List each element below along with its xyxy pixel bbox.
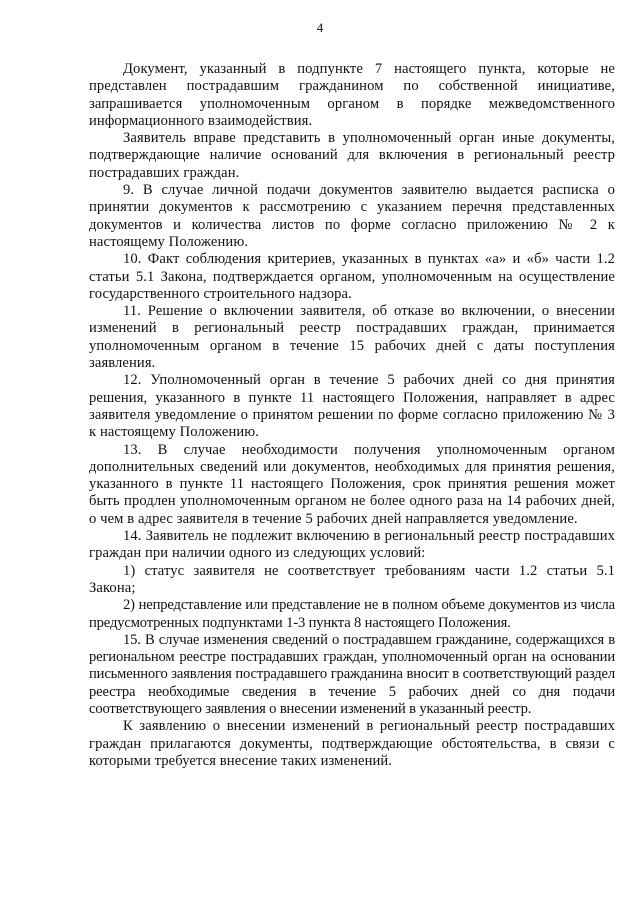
paragraph-item-14: 14. Заявитель не подлежит включению в региональный реестр пострадавших граждан при наличии одного из следующих условий:	[89, 528, 615, 562]
document-body	[89, 61, 615, 770]
page-number: 4	[316, 20, 324, 35]
paragraph-item-15: 15. В случае изменения сведений о пострадавшем гражданине, содержащихся в региональном реестре пострадавших граждан, уполномоченный орган на основании письменного заявления пострадавшего гражданина вносит в соответствующий раздел реестра необходимые сведения в течение 5 рабочих дней со дня подачи соответствующего заявления о внесении изменений в указанный реестр.	[89, 631, 615, 717]
paragraph-document-request: Документ, указанный в подпункте 7 настоящего пункта, которые не представлен пострадавшим гражданином по собственной инициативе, запрашивается уполномоченным органом в порядке межведомственного информационного взаимодействия.	[89, 61, 615, 129]
paragraph-change-attachments: К заявлению о внесении изменений в региональный реестр пострадавших граждан прилагаются документы, подтверждающие обстоятельства, в связи с которыми требуется внесение таких изменений.	[89, 718, 615, 769]
paragraph-item-10: 10. Факт соблюдения критериев, указанных в пунктах «а» и «б» части 1.2 статьи 5.1 Закона, подтверждается органом, уполномоченным на осуществление государственного строительного надзора.	[89, 251, 615, 302]
paragraph-item-9: 9. В случае личной подачи документов заявителю выдается расписка о принятии документов к рассмотрению с указанием перечня представленных документов и количества листов по форме согласно приложению № 2 к настоящему Положению.	[89, 182, 615, 250]
paragraph-item-11: 11. Решение о включении заявителя, об отказе во включении, о внесении изменений в региональный реестр пострадавших граждан, принимается уполномоченным органом в течение 15 рабочих дней с даты поступления заявления.	[89, 303, 615, 372]
paragraph-item-14-condition-2: 2) непредставление или представление не в полном объеме документов из числа предусмотренных подпунктами 1-3 пункта 8 настоящего Положения.	[89, 597, 615, 631]
paragraph-item-13: 13. В случае необходимости получения уполномоченным органом дополнительных сведений или документов, необходимых для принятия решения, указанного в пункте 11 настоящего Положения, срок принятия решения может быть продлен уполномоченным органом не более одного раза на 14 рабочих дней, о чем в адрес заявителя в течение 5 рабочих дней направляется уведомление.	[89, 441, 615, 527]
paragraph-item-12: 12. Уполномоченный орган в течение 5 рабочих дней со дня принятия решения, указанного в пункте 11 настоящего Положения, направляет в адрес заявителя уведомление о принятом решении по форме согласно приложению № 3 к настоящему Положению.	[89, 372, 615, 441]
paragraph-item-14-condition-1: 1) статус заявителя не соответствует требованиям части 1.2 статьи 5.1 Закона;	[89, 562, 615, 596]
paragraph-other-documents: Заявитель вправе представить в уполномоченный орган иные документы, подтверждающие наличие оснований для включения в региональный реестр пострадавших граждан.	[89, 130, 615, 181]
